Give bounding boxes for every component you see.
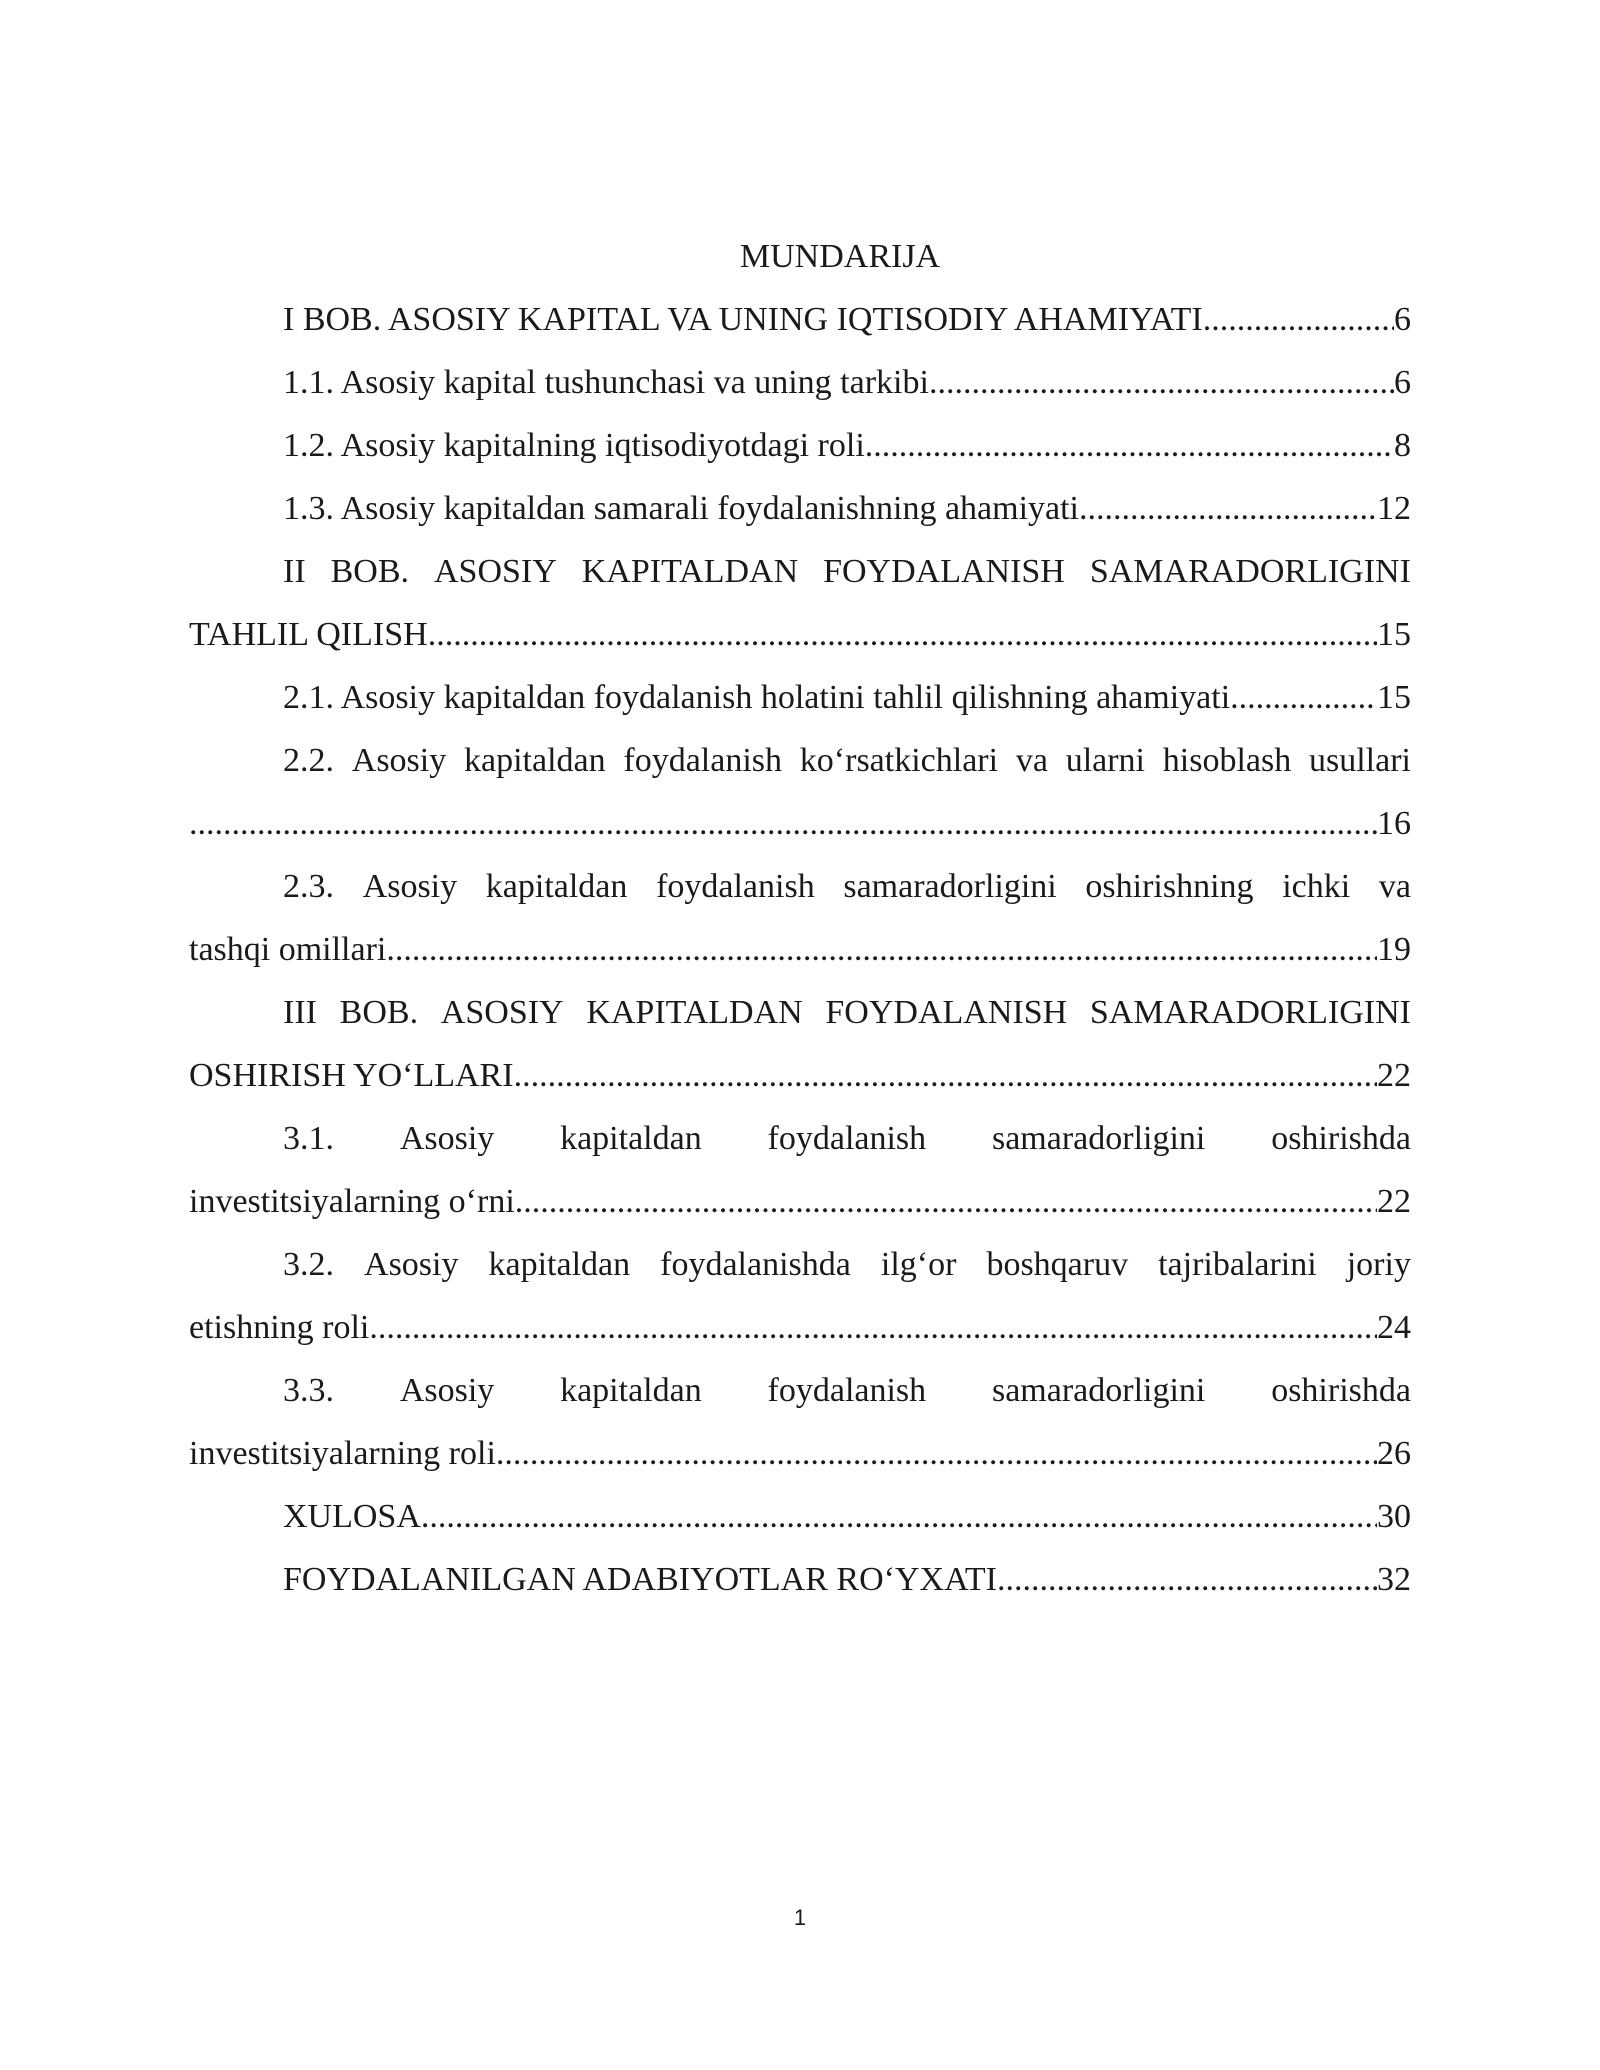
dot-leader <box>1079 477 1377 540</box>
toc-line <box>189 351 1411 414</box>
page-title: MUNDARIJA <box>739 238 941 275</box>
toc-page-number: 22 <box>1377 1057 1411 1094</box>
table-of-contents <box>189 225 1411 1611</box>
toc-word: foydalanish <box>767 1120 927 1157</box>
toc-word: SAMARADORLIGINI <box>1089 994 1411 1031</box>
toc-word: va <box>1015 742 1048 779</box>
toc-word: ichki <box>1282 868 1351 905</box>
toc-entry-text: I BOB. ASOSIY KAPITAL VA UNING IQTISODIY AHAMIYATI <box>283 301 1203 338</box>
toc-word: kapitaldan <box>488 1246 631 1283</box>
toc-entry-text: investitsiyalarning o‘rni <box>189 1183 515 1220</box>
toc-line <box>189 666 1411 729</box>
toc-word: boshqaruv <box>986 1246 1129 1283</box>
toc-entry[interactable] <box>189 288 1411 351</box>
toc-word: foydalanishda <box>660 1246 851 1283</box>
toc-word: ko‘rsatkichlari <box>799 742 999 779</box>
toc-line <box>189 981 1411 1044</box>
toc-word: KAPITALDAN <box>581 553 799 590</box>
toc-page-number: 12 <box>1377 490 1411 527</box>
toc-line <box>189 1044 1411 1107</box>
page-number: 1 <box>793 1905 807 1930</box>
toc-word: ASOSIY <box>440 994 564 1031</box>
dot-leader <box>386 918 1377 981</box>
toc-line <box>189 1359 1411 1422</box>
toc-line <box>189 855 1411 918</box>
toc-line <box>189 603 1411 666</box>
toc-line <box>189 1548 1411 1611</box>
toc-word: foydalanish <box>767 1372 927 1409</box>
toc-word: ilg‘or <box>880 1246 957 1283</box>
toc-page-number: 16 <box>1377 805 1411 842</box>
toc-word: 3.3. <box>283 1372 334 1409</box>
toc-word: kapitaldan <box>560 1372 702 1409</box>
toc-entry[interactable] <box>189 981 1411 1107</box>
toc-entry[interactable] <box>189 1359 1411 1485</box>
toc-word: 3.2. <box>283 1246 334 1283</box>
toc-page-number: 30 <box>1377 1498 1411 1535</box>
toc-entry[interactable] <box>189 540 1411 666</box>
dot-leader <box>496 1422 1377 1485</box>
toc-word: samaradorligini <box>991 1372 1206 1409</box>
toc-word: oshirishning <box>1085 868 1254 905</box>
toc-word: 2.3. <box>283 868 334 905</box>
toc-word: oshirishda <box>1271 1120 1411 1157</box>
toc-line <box>189 414 1411 477</box>
toc-word: usullari <box>1308 742 1411 779</box>
toc-entry[interactable] <box>189 666 1411 729</box>
toc-line <box>189 1107 1411 1170</box>
toc-word: kapitaldan <box>464 742 606 779</box>
toc-word: samaradorligini <box>991 1120 1206 1157</box>
toc-word: hisoblash <box>1162 742 1292 779</box>
toc-page-number: 26 <box>1377 1435 1411 1472</box>
toc-entry[interactable] <box>189 1548 1411 1611</box>
toc-word: foydalanish <box>623 742 783 779</box>
toc-word: FOYDALANISH <box>825 994 1068 1031</box>
toc-page-number: 15 <box>1377 616 1411 653</box>
toc-word: kapitaldan <box>485 868 628 905</box>
toc-entries <box>189 288 1411 1611</box>
toc-page-number: 15 <box>1377 679 1411 716</box>
toc-page-number: 19 <box>1377 931 1411 968</box>
dot-leader <box>189 792 1377 855</box>
toc-entry[interactable] <box>189 351 1411 414</box>
toc-entry[interactable] <box>189 477 1411 540</box>
toc-line <box>189 918 1411 981</box>
toc-line <box>189 1422 1411 1485</box>
toc-line <box>189 477 1411 540</box>
toc-word: 3.1. <box>283 1120 334 1157</box>
toc-word: FOYDALANISH <box>823 553 1065 590</box>
toc-entry-text: investitsiyalarning roli <box>189 1435 496 1472</box>
toc-word: Asosiy <box>364 1246 459 1283</box>
toc-word: foydalanish <box>656 868 815 905</box>
toc-page-number: 32 <box>1377 1561 1411 1598</box>
toc-page-number: 8 <box>1394 427 1411 464</box>
toc-word: Asosiy <box>399 1120 495 1157</box>
toc-entry[interactable] <box>189 1107 1411 1233</box>
toc-word: Asosiy <box>351 742 447 779</box>
toc-entry-text: OSHIRISH YO‘LLARI <box>189 1057 514 1094</box>
toc-word: joriy <box>1346 1246 1411 1283</box>
toc-entry[interactable] <box>189 855 1411 981</box>
toc-page-number: 24 <box>1377 1309 1411 1346</box>
toc-word: BOB. <box>339 994 419 1031</box>
toc-entry-text: etishning roli <box>189 1309 370 1346</box>
toc-word: ularni <box>1065 742 1145 779</box>
dot-leader <box>865 414 1394 477</box>
toc-word: ASOSIY <box>433 553 557 590</box>
toc-line <box>189 1170 1411 1233</box>
toc-entry-text: 1.2. Asosiy kapitalning iqtisodiyotdagi roli <box>283 427 865 464</box>
dot-leader <box>1203 288 1394 351</box>
dot-leader <box>997 1548 1377 1611</box>
toc-page-number: 6 <box>1394 364 1411 401</box>
toc-page-number: 6 <box>1394 301 1411 338</box>
dot-leader <box>514 1044 1377 1107</box>
toc-entry[interactable] <box>189 414 1411 477</box>
toc-entry-text: 1.1. Asosiy kapital tushunchasi va uning tarkibi <box>283 364 929 401</box>
toc-word: va <box>1378 868 1411 905</box>
toc-entry-text: 2.1. Asosiy kapitaldan foydalanish holatini tahlil qilishning ahamiyati <box>283 679 1231 716</box>
toc-word: II <box>283 553 306 590</box>
dot-leader <box>421 1485 1377 1548</box>
dot-leader <box>369 1296 1377 1359</box>
toc-word: 2.2. <box>283 742 334 779</box>
dot-leader <box>929 351 1394 414</box>
toc-entry-text: FOYDALANILGAN ADABIYOTLAR RO‘YXATI <box>283 1561 997 1598</box>
dot-leader <box>428 603 1377 666</box>
toc-word: kapitaldan <box>560 1120 702 1157</box>
toc-line <box>189 1485 1411 1548</box>
toc-word: Asosiy <box>399 1372 495 1409</box>
toc-word: samaradorligini <box>843 868 1057 905</box>
toc-line <box>189 1233 1411 1296</box>
toc-entry-text: XULOSA <box>283 1498 421 1535</box>
dot-leader <box>515 1170 1377 1233</box>
toc-entry-text: TAHLIL QILISH <box>189 616 428 653</box>
toc-entry[interactable] <box>189 1233 1411 1359</box>
toc-word: SAMARADORLIGINI <box>1089 553 1411 590</box>
toc-word: BOB. <box>330 553 410 590</box>
toc-word: oshirishda <box>1271 1372 1411 1409</box>
toc-page-number: 22 <box>1377 1183 1411 1220</box>
toc-entry[interactable] <box>189 729 1411 855</box>
toc-word: KAPITALDAN <box>586 994 803 1031</box>
toc-word: III <box>283 994 317 1031</box>
toc-entry-text: tashqi omillari <box>189 931 387 968</box>
toc-line <box>189 792 1411 855</box>
toc-line <box>189 288 1411 351</box>
toc-line <box>189 540 1411 603</box>
toc-line <box>189 1296 1411 1359</box>
toc-line <box>189 729 1411 792</box>
dot-leader <box>1230 666 1377 729</box>
toc-entry[interactable] <box>189 1485 1411 1548</box>
toc-entry-text: 1.3. Asosiy kapitaldan samarali foydalanishning ahamiyati <box>283 490 1079 527</box>
toc-word: tajribalarini <box>1158 1246 1317 1283</box>
toc-word: Asosiy <box>362 868 458 905</box>
